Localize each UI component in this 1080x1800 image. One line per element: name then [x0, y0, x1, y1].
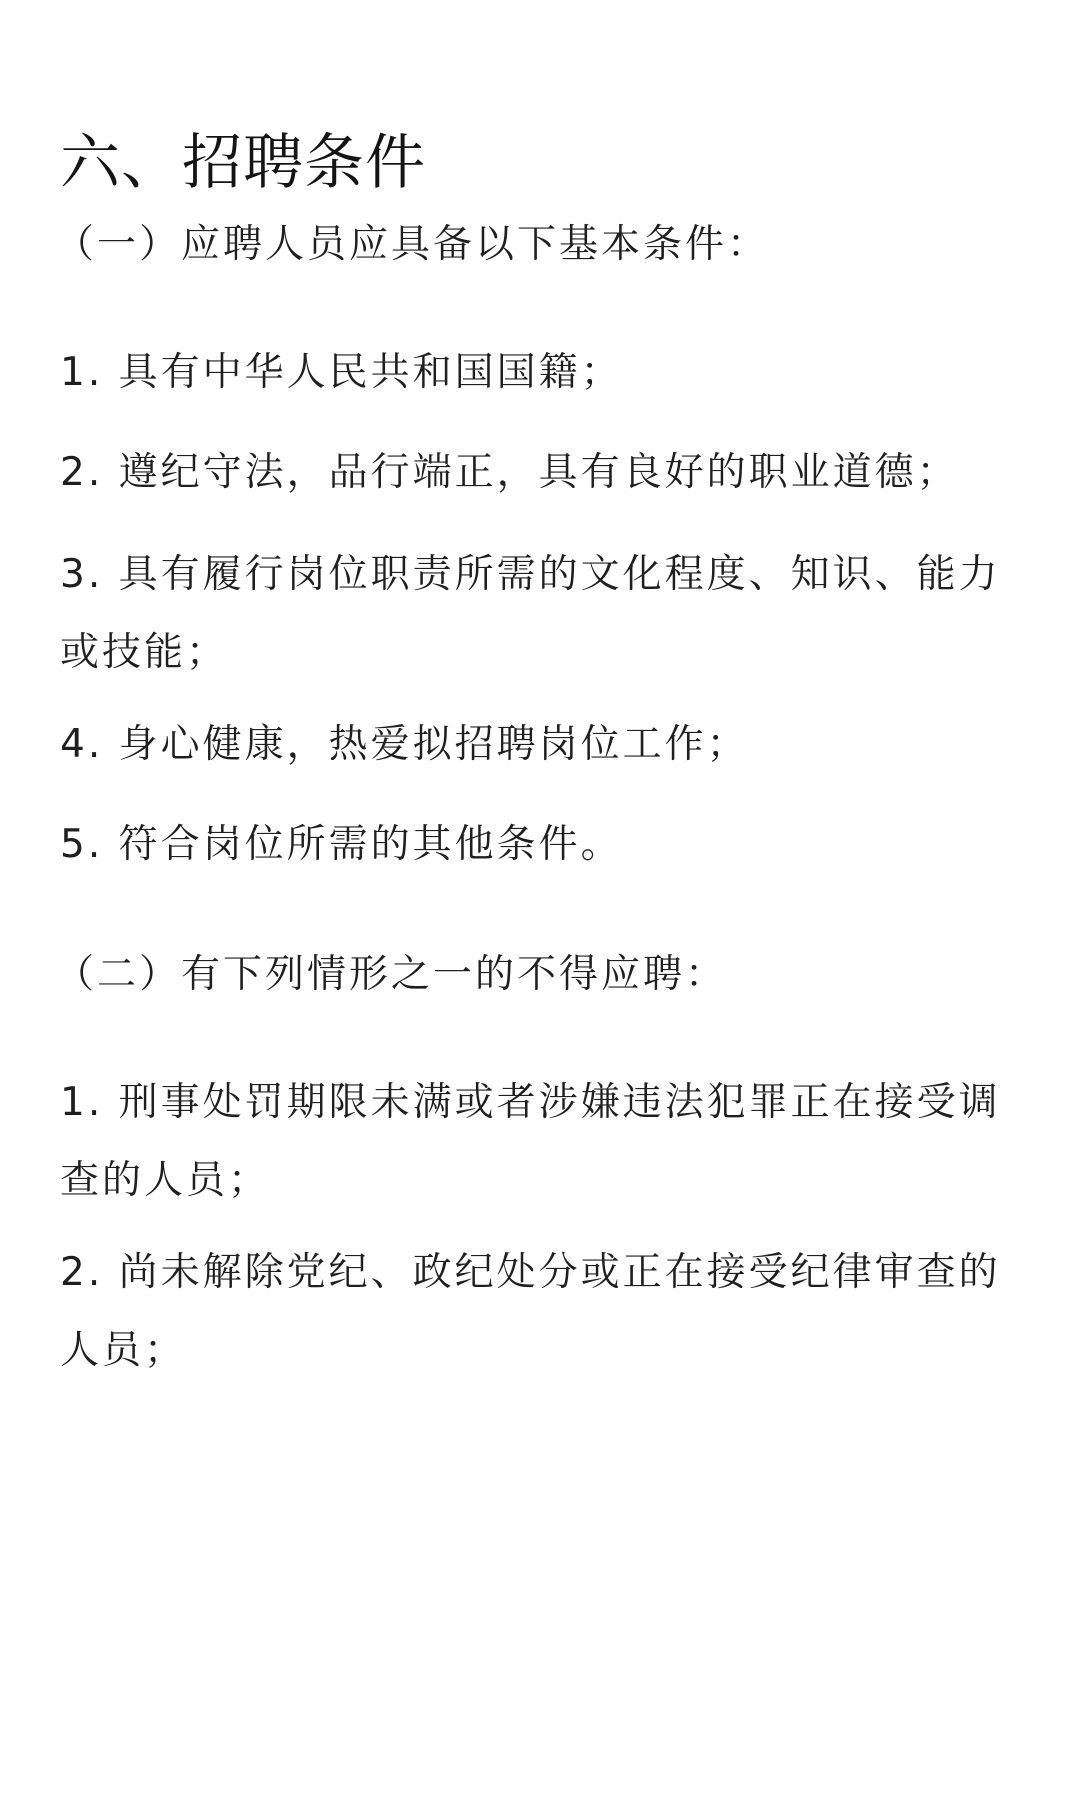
disqualification-heading: （二）有下列情形之一的不得应聘： [55, 952, 728, 997]
disqualification-item-1: 1. 刑事处罚期限未满或者涉嫌违法犯罪正在接受调查的人员； [60, 1080, 1001, 1203]
condition-item-1: 1. 具有中华人民共和国国籍； [60, 350, 623, 395]
condition-item-4: 4. 身心健康，热爱拟招聘岗位工作； [60, 722, 749, 767]
condition-item-3: 3. 具有履行岗位职责所需的文化程度、知识、能力或技能； [60, 552, 1001, 675]
basic-conditions-heading: （一）应聘人员应具备以下基本条件： [55, 222, 770, 267]
condition-item-5: 5. 符合岗位所需的其他条件。 [60, 822, 623, 867]
disqualification-item-2: 2. 尚未解除党纪、政纪处分或正在接受纪律审查的人员； [60, 1250, 1001, 1373]
condition-item-2: 2. 遵纪守法，品行端正，具有良好的职业道德； [60, 450, 959, 495]
section-title: 六、招聘条件 [60, 128, 426, 199]
